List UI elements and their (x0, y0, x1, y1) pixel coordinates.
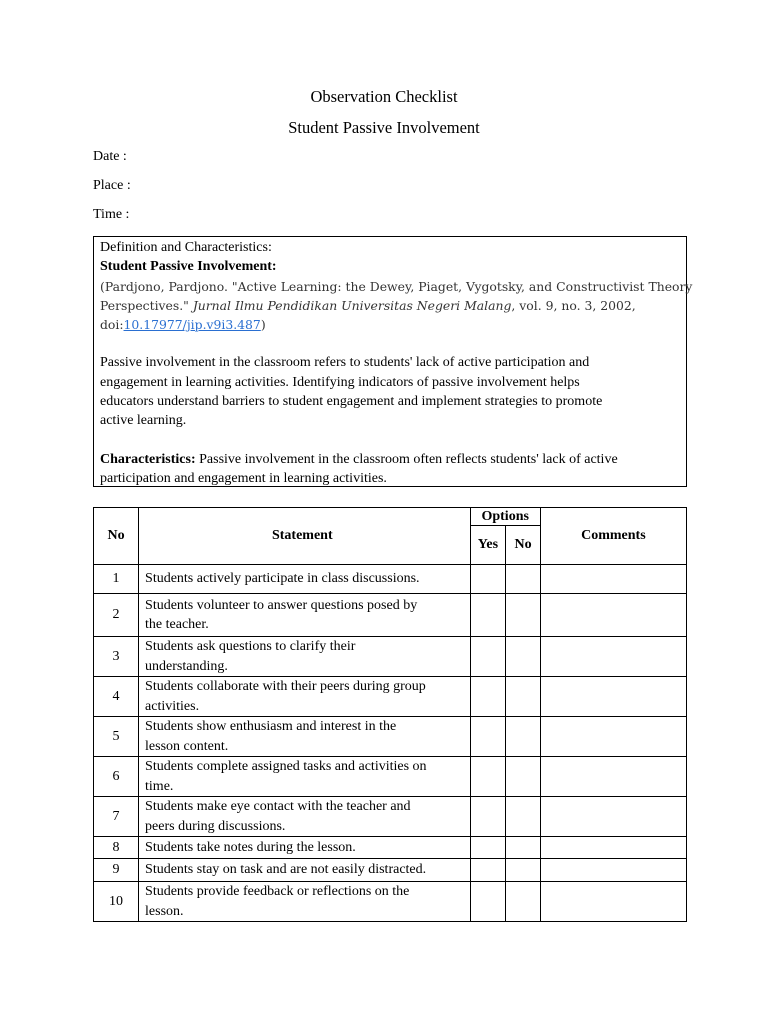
comments-cell[interactable] (540, 565, 686, 594)
comments-cell[interactable] (540, 882, 686, 922)
yes-checkbox-cell[interactable] (470, 677, 506, 717)
table-row (94, 637, 687, 677)
statement-line: Students stay on task and are not easily distracted. (145, 862, 427, 878)
no-checkbox-cell[interactable] (506, 594, 541, 637)
yes-checkbox-cell[interactable] (470, 837, 506, 859)
paragraph-line-4: active learning. (100, 413, 187, 429)
row-statement (139, 637, 471, 677)
table-row (94, 757, 687, 797)
table-row (94, 594, 687, 637)
statement-line: Students provide feedback or reflections on the (145, 884, 410, 899)
row-statement (139, 859, 471, 882)
row-statement (139, 565, 471, 594)
row-number: 8 (94, 837, 139, 859)
place-field-label: Place : (93, 178, 131, 193)
comments-cell[interactable] (540, 677, 686, 717)
row-number: 1 (94, 565, 139, 594)
time-field-label: Time : (93, 207, 130, 222)
comments-cell[interactable] (540, 717, 686, 757)
comments-cell[interactable] (540, 757, 686, 797)
citation-line-3 (100, 315, 680, 334)
statement-line: the teacher. (145, 617, 209, 632)
doi-suffix: ) (260, 317, 266, 333)
paragraph-line-3: educators understand barriers to student engagement and implement strategies to promote (100, 394, 603, 410)
statement-line: Students make eye contact with the teacher and (145, 799, 411, 814)
row-number: 5 (94, 717, 139, 757)
citation-journal: Jurnal Ilmu Pendidikan Universitas Negeri Malang (192, 297, 512, 313)
yes-checkbox-cell[interactable] (470, 594, 506, 637)
row-statement (139, 717, 471, 757)
characteristics-line-1 (100, 450, 680, 469)
no-checkbox-cell[interactable] (506, 565, 541, 594)
row-number: 4 (94, 677, 139, 717)
statement-line: Students ask questions to clarify their (145, 639, 356, 654)
characteristics-label: Characteristics: (100, 451, 196, 467)
table-row (94, 859, 687, 882)
statement-line: Students take notes during the lesson. (145, 839, 356, 855)
citation-volume: , vol. 9, no. 3, 2002, (511, 297, 636, 313)
statement-line: lesson. (145, 903, 184, 919)
statement-line: understanding. (145, 658, 228, 674)
doi-prefix: doi: (100, 317, 124, 333)
no-checkbox-cell[interactable] (506, 797, 541, 837)
paragraph-line-2: engagement in learning activities. Identifying indicators of passive involvement helps (100, 374, 580, 390)
document-subtitle: Student Passive Involvement (288, 118, 480, 137)
row-statement (139, 677, 471, 717)
yes-checkbox-cell[interactable] (470, 797, 506, 837)
doi-link[interactable]: 10.17977/jip.v9i3.487 (123, 317, 261, 333)
definition-heading: Definition and Characteristics: (100, 240, 272, 255)
citation-line-1: (Pardjono, Pardjono. "Active Learning: the Dewey, Piaget, Vygotsky, and Constructivist Theory (100, 278, 693, 294)
comments-cell[interactable] (540, 594, 686, 637)
header-options: Options (470, 508, 540, 526)
statement-line: Students show enthusiasm and interest in the (145, 719, 397, 734)
comments-cell[interactable] (540, 637, 686, 677)
row-statement (139, 757, 471, 797)
yes-checkbox-cell[interactable] (470, 717, 506, 757)
table-row (94, 797, 687, 837)
row-number: 2 (94, 594, 139, 637)
document-title: Observation Checklist (310, 87, 458, 106)
no-checkbox-cell[interactable] (506, 717, 541, 757)
comments-cell[interactable] (540, 859, 686, 882)
row-statement (139, 594, 471, 637)
header-no: No (94, 508, 139, 565)
no-checkbox-cell[interactable] (506, 757, 541, 797)
definition-subheading: Student Passive Involvement: (100, 259, 277, 275)
row-number: 7 (94, 797, 139, 837)
statement-line: peers during discussions. (145, 818, 286, 834)
row-number: 6 (94, 757, 139, 797)
statement-line: time. (145, 778, 174, 794)
table-body (94, 565, 687, 922)
statement-line: Students collaborate with their peers during group (145, 679, 426, 694)
statement-line: Students volunteer to answer questions posed by (145, 597, 418, 613)
yes-checkbox-cell[interactable] (470, 882, 506, 922)
citation-line-2 (100, 296, 680, 315)
row-statement (139, 797, 471, 837)
table-row (94, 717, 687, 757)
header-statement: Statement (139, 508, 471, 565)
table-row (94, 677, 687, 717)
statement-line: activities. (145, 698, 200, 714)
no-checkbox-cell[interactable] (506, 637, 541, 677)
header-comments: Comments (540, 508, 686, 565)
no-checkbox-cell[interactable] (506, 882, 541, 922)
row-number: 10 (94, 882, 139, 922)
characteristics-text: Passive involvement in the classroom often reflects students' lack of active (195, 451, 618, 467)
yes-checkbox-cell[interactable] (470, 637, 506, 677)
header-yes: Yes (470, 526, 506, 565)
observation-table (93, 507, 687, 922)
row-statement (139, 882, 471, 922)
characteristics-line-2: participation and engagement in learning activities. (100, 470, 387, 486)
table-row (94, 882, 687, 922)
statement-line: Students actively participate in class discussions. (145, 571, 420, 587)
paragraph-line-1: Passive involvement in the classroom refers to students' lack of active participation and (100, 355, 590, 371)
no-checkbox-cell[interactable] (506, 837, 541, 859)
definition-box (93, 236, 693, 487)
row-number: 3 (94, 637, 139, 677)
table-row (94, 565, 687, 594)
header-no-option: No (506, 526, 541, 565)
yes-checkbox-cell[interactable] (470, 565, 506, 594)
table-row (94, 837, 687, 859)
yes-checkbox-cell[interactable] (470, 859, 506, 882)
yes-checkbox-cell[interactable] (470, 757, 506, 797)
no-checkbox-cell[interactable] (506, 859, 541, 882)
statement-line: Students complete assigned tasks and activities on (145, 759, 427, 774)
comments-cell[interactable] (540, 837, 686, 859)
date-field-label: Date : (93, 149, 127, 164)
statement-line: lesson content. (145, 738, 229, 754)
comments-cell[interactable] (540, 797, 686, 837)
row-number: 9 (94, 859, 139, 882)
no-checkbox-cell[interactable] (506, 677, 541, 717)
row-statement (139, 837, 471, 859)
citation-text: Perspectives." (100, 297, 193, 313)
